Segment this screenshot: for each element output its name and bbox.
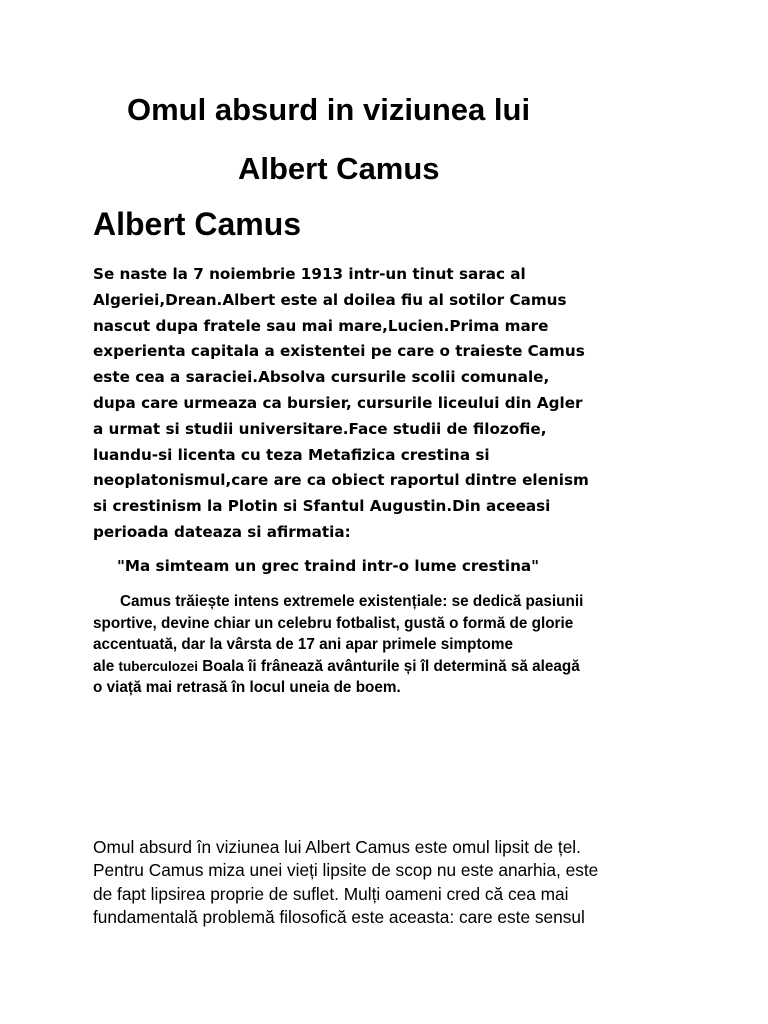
existential-paragraph (93, 591, 693, 699)
paragraph-line: de fapt lipsirea proprie de suflet. Mulți oameni cred că cea mai (93, 883, 569, 904)
quote-text: "Ma simteam un grec traind intr-o lume crestina" (117, 557, 540, 575)
paragraph-line: experienta capitala a existentei pe care o traieste Camus (93, 342, 585, 361)
paragraph-line: este cea a saraciei.Absolva cursurile scolii comunale, (93, 368, 550, 387)
section-heading: Albert Camus (93, 206, 302, 242)
document-title-line-2: Albert Camus (238, 151, 440, 186)
paragraph-line: Omul absurd în viziunea lui Albert Camus este omul lipsit de țel. (93, 837, 581, 857)
paragraph-line: luandu-si licenta cu teza Metafizica crestina si (93, 445, 490, 464)
tuberculosis-link-text: tuberculozei (118, 658, 199, 674)
paragraph-line: Se naste la 7 noiembrie 1913 intr-un tinut sarac al (93, 265, 526, 283)
paragraph-line: Camus trăiește intens extremele existențiale: se dedică pasiunii (120, 593, 584, 610)
paragraph-line: perioada dateaza si afirmatia: (93, 522, 351, 541)
paragraph-line: Algeriei,Drean.Albert este al doilea fiu al sotilor Camus (93, 290, 567, 309)
biography-paragraph (93, 262, 693, 546)
paragraph-line: nascut dupa fratele sau mai mare,Lucien.Prima mare (93, 316, 549, 335)
paragraph-line (93, 656, 693, 678)
paragraph-line: si crestinism la Plotin si Sfantul Augustin.Din aceeasi (93, 497, 551, 516)
paragraph-line: Pentru Camus miza unei vieți lipsite de scop nu este anarhia, este (93, 860, 599, 881)
paragraph-line: dupa care urmeaza ca bursier, cursurile liceului din Agler (93, 393, 583, 412)
paragraph-line: sportive, devine chiar un celebru fotbalist, gustă o formă de glorie (93, 614, 574, 632)
paragraph-line: neoplatonismul,care are ca obiect raportul dintre elenism (93, 471, 589, 490)
paragraph-line: fundamentală problemă filosofică este aceasta: care este sensul (93, 907, 585, 928)
paragraph-line: accentuată, dar la vârsta de 17 ani apar primele simptome (93, 636, 513, 654)
document-title-line-1: Omul absurd in viziunea lui (127, 92, 531, 127)
paragraph-line: a urmat si studii universitare.Face studii de filozofie, (93, 419, 547, 438)
line-suffix: Boala îi frânează avânturile și îl determină să aleagă (198, 657, 580, 675)
absurd-man-paragraph (93, 836, 693, 930)
paragraph-line: o viață mai retrasă în locul uneia de boem. (93, 679, 401, 697)
line-prefix: ale (93, 657, 119, 675)
